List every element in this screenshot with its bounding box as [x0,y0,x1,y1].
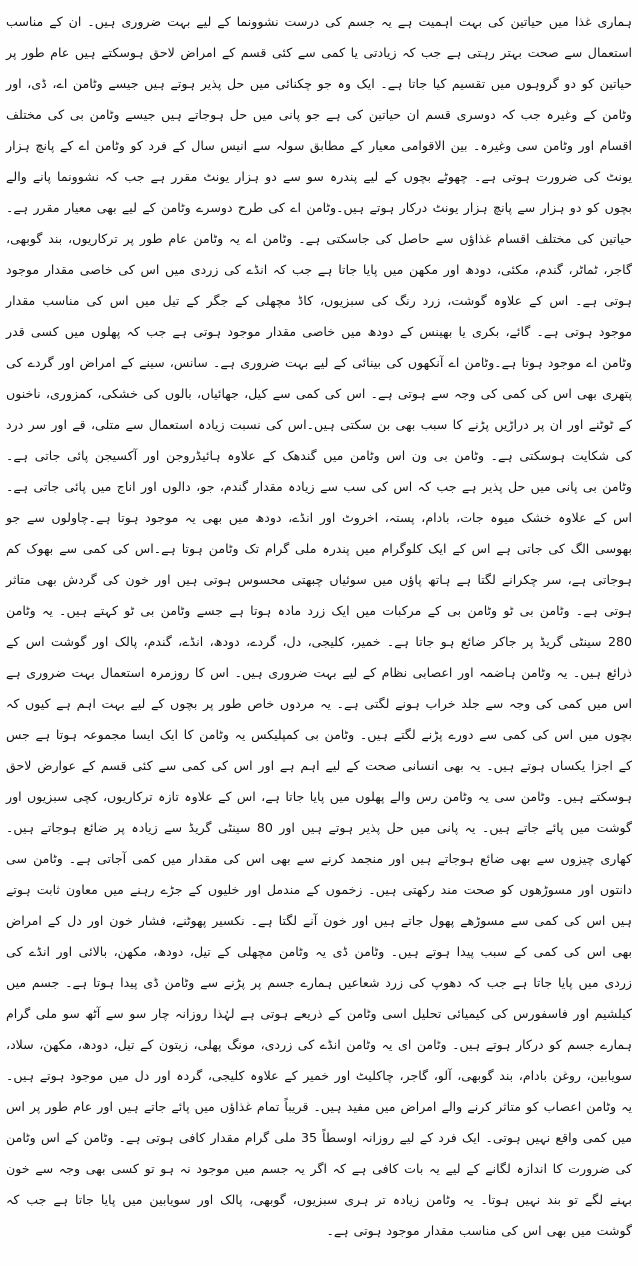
article-body-text: ہماری غذا میں حیاتین کی بہت اہمیت ہے یہ جسم کی درست نشوونما کے لیے بہت ضروری ہیں۔ ان کے مناسب استعمال سے صحت بہتر رہتی ہے جب کہ زیادتی یا کمی سے کئی قسم کے امراض لاحق ہوسکتے ہیں عام طور پر حیاتین کو دو گروہوں میں تقسیم کیا جاتا ہے۔ ایک وہ جو چکنائی میں حل پذیر ہوتے ہیں جیسے وٹامن اے، ڈی، اور وٹامن کے وغیرہ جب کہ دوسری قسم ان حیاتین کی ہے جو پانی میں حل ہوجاتے ہیں جیسے وٹامن بی کی مختلف اقسام اور وٹامن سی وغیرہ۔ بین الاقوامی معیار کے مطابق سولہ سے انیس سال کے فرد کو وٹامن اے کے پانچ ہزار یونٹ کی ضرورت ہوتی ہے۔ چھوٹے بچوں کے لیے پندرہ سو سے دو ہزار یونٹ مقرر ہے جب کہ نشوونما پانے والے بچوں کو دو ہزار سے پانچ ہزار یونٹ درکار ہوتے ہیں۔وٹامن اے کی طرح دوسرے وٹامن کے لیے بھی معیار مقرر ہے۔ حیاتین کی مختلف اقسام غذاؤں سے حاصل کی جاسکتی ہے۔ وٹامن اے یہ وٹامن عام طور پر ترکاریوں، بند گوبھی، گاجر، ٹماٹر، گندم، مکئی، دودھ اور مکھن میں پایا جاتا ہے جب کہ انڈے کی زردی میں اس کی خاصی مقدار موجود ہوتی ہے۔ اس کے علاوہ گوشت، زرد رنگ کی سبزیوں، کاڈ مچھلی کے جگر کے تیل میں اس کی مناسب مقدار موجود ہوتی ہے۔ گائے، بکری یا بھینس کے دودھ میں خاصی مقدار موجود ہوتی ہے جب کہ پھلوں میں کسی قدر وٹامن اے موجود ہوتا ہے۔وٹامن اے آنکھوں کی بینائی کے لیے بہت ضروری ہے۔ سانس، سینے کے امراض اور گردے کی پتھری بھی اس کی کمی کی وجہ سے ہوتی ہے۔ اس کی کمی سے کیل، جھائیاں، بالوں کی خشکی، کمزوری، ناخنوں کے ٹوٹنے اور ان پر دراڑیں پڑنے کا سبب بھی بن سکتی ہیں۔اس کی نسبت زیادہ استعمال سے متلی، قے اور سر درد کی شکایت ہوسکتی ہے۔ وٹامن بی ون اس وٹامن میں گندھک کے علاوہ ہائیڈروجن اور آکسیجن پائی جاتی ہے۔وٹامن بی پانی میں حل پذیر ہے جب کہ اس کی سب سے زیادہ مقدار گندم، جو، دالوں اور اناج میں پائی جاتی ہے۔اس کے علاوہ خشک میوہ جات، بادام، پستہ، اخروٹ اور انڈے، دودھ میں بھی یہ موجود ہوتا ہے۔چاولوں سے جو بھوسی الگ کی جاتی ہے اس کے ایک کلوگرام میں پندرہ ملی گرام تک وٹامن ہوتا ہے۔اس کی کمی سے بھوک کم ہوجاتی ہے، سر چکرانے لگتا ہے ہاتھ پاؤں میں سوئیاں چبھتی محسوس ہوتی ہیں اور خون کی گردش بھی متاثر ہوتی ہے۔ وٹامن بی ٹو وٹامن بی کے مرکبات میں ایک زرد مادہ ہوتا ہے جسے وٹامن بی ٹو کہتے ہیں۔ یہ وٹامن 280 سینٹی گریڈ پر جاکر ضائع ہو جاتا ہے۔ خمیر، کلیجی، دل، گردے، دودھ، انڈے، گندم، پالک اور گوشت اس کے ذرائع ہیں۔ یہ وٹامن ہاضمہ اور اعصابی نظام کے لیے بہت ضروری ہیں۔ اس کا روزمرہ استعمال بہت ضروری ہے اس میں کمی کی وجہ سے جلد خراب ہونے لگتی ہے۔ یہ مردوں خاص طور پر بچوں کے لیے بہت اہم ہے کیوں کہ بچوں میں اس کی کمی سے دورے پڑنے لگتے ہیں۔ وٹامن بی کمپلیکس یہ وٹامن کا ایک ایسا مجموعہ ہوتا ہے جس کے اجزا یکساں ہوتے ہیں۔ یہ بھی انسانی صحت کے لیے اہم ہے اور اس کی کمی سے کئی قسم کے عوارض لاحق ہوسکتے ہیں۔ وٹامن سی یہ وٹامن رس والے پھلوں میں پایا جاتا ہے، اس کے علاوہ تازہ ترکاریوں، کچی سبزیوں اور گوشت میں پائے جاتے ہیں۔ یہ پانی میں حل پذیر ہوتے ہیں اور 80 سینٹی گریڈ سے زیادہ پر ضائع ہوجاتے ہیں۔ کھاری چیزوں سے بھی ضائع ہوجاتے ہیں اور منجمد کرنے سے بھی اس کی مقدار میں کمی آجاتی ہے۔ وٹامن سی دانتوں اور مسوڑھوں کو صحت مند رکھتی ہیں۔ زخموں کے مندمل اور خلیوں کے جڑے رہنے میں معاون ثابت ہوتے ہیں اس کی کمی سے مسوڑھے پھول جاتے ہیں اور خون آنے لگتا ہے۔ نکسیر پھوٹنے، فشار خون اور دل کے امراض بھی اس کی کمی کے سبب پیدا ہوتے ہیں۔ وٹامن ڈی یہ وٹامن مچھلی کے تیل، دودھ، مکھن، بالائی اور انڈے کی زردی میں پایا جاتا ہے جب کہ دھوپ کی زرد شعاعیں ہمارے جسم پر پڑنے سے وٹامن ڈی پیدا ہوتا ہے۔ جسم میں کیلشیم اور فاسفورس کی کیمیائی تحلیل اسی وٹامن کے ذریعے ہوتی ہے لہٰذا روزانہ چار سو سے آٹھ سو ملی گرام ہمارے جسم کو درکار ہوتے ہیں۔ وٹامن ای یہ وٹامن انڈے کی زردی، مونگ پھلی، زیتون کے تیل، دودھ، مکھن، سلاد، سویابین، روغن بادام، بند گوبھی، آلو، گاجر، چاکلیٹ اور خمیر کے علاوہ کلیجی، گردہ اور دل میں موجود ہوتے ہیں۔ یہ وٹامن اعصاب کو متاثر کرنے والے امراض میں مفید ہیں۔ قریباً تمام غذاؤں میں پائے جاتے ہیں اور عام طور پر اس میں کمی واقع نہیں ہوتی۔ ایک فرد کے لیے روزانہ اوسطاً 35 ملی گرام مقدار کافی ہوتی ہے۔ وٹامن کے اس وٹامن کی ضرورت کا اندازہ لگانے کے لیے یہ بات کافی ہے کہ اگر یہ جسم میں موجود نہ ہو تو کسی بھی وجہ سے خون بہنے لگے تو بند نہیں ہوتا۔ یہ وٹامن زیادہ تر ہری سبزیوں، گوبھی، پالک اور سویابین میں پایا جاتا ہے جب کہ گوشت میں بھی اس کی مناسب مقدار موجود ہوتی ہے۔ [6,14,632,1238]
